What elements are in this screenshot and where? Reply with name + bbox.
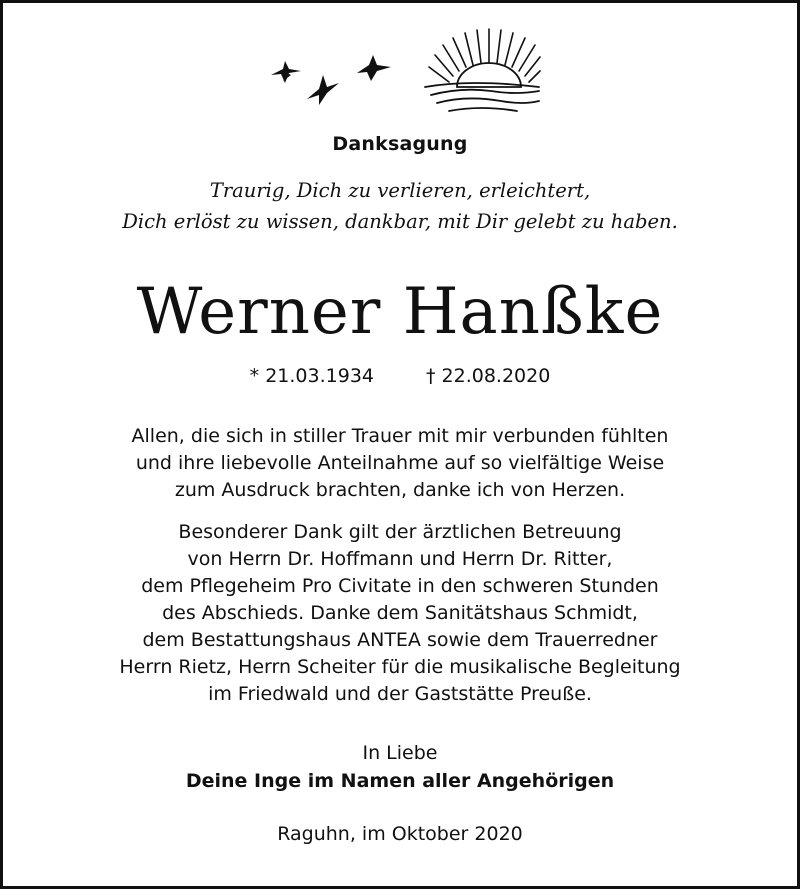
paragraph-line: und ihre liebevolle Anteilnahme auf so vielfältige Weise [135,452,665,474]
paragraph-line: von Herrn Dr. Hoffmann und Herrn Dr. Ritter, [187,548,613,570]
place-date: Raguhn, im Oktober 2020 [277,823,523,845]
paragraph-line: Besonderer Dank gilt der ärztlichen Betreuung [178,521,622,543]
special-thanks-paragraph [3,519,797,708]
paragraph-line: Allen, die sich in stiller Trauer mit mir verbunden fühlten [131,425,669,447]
quote-line: Traurig, Dich zu verlieren, erleichtert, [209,179,591,202]
paragraph-line: im Friedwald und der Gaststätte Preuße. [208,683,592,705]
paragraph-line: Herrn Rietz, Herrn Scheiter für die musikalische Begleitung [119,656,681,678]
notice-heading: Danksagung [332,133,468,155]
deceased-name: Werner Hanßke [136,275,664,349]
paragraph-line: dem Bestattungshaus ANTEA sowie dem Trauerredner [142,629,658,651]
signature: Deine Inge im Namen aller Angehörigen [185,770,615,792]
flying-birds [271,55,391,105]
paragraph-line: des Abschieds. Danke dem Sanitätshaus Schmidt, [162,602,638,624]
birth-date: * 21.03.1934 [249,365,374,387]
closing-text: In Liebe [362,742,438,764]
thanks-paragraph [3,423,797,504]
sun-rays [429,29,540,82]
paragraph-line: zum Ausdruck brachten, danke ich von Herzen. [174,479,626,501]
birds-sunset-icon [261,25,541,113]
death-date: † 22.08.2020 [426,365,551,387]
closing-block [3,739,797,795]
quote-line: Dich erlöst zu wissen, dankbar, mit Dir gelebt zu haben. [122,210,678,233]
life-dates [3,365,797,387]
paragraph-line: dem Pflegeheim Pro Civitate in den schweren Stunden [141,575,659,597]
